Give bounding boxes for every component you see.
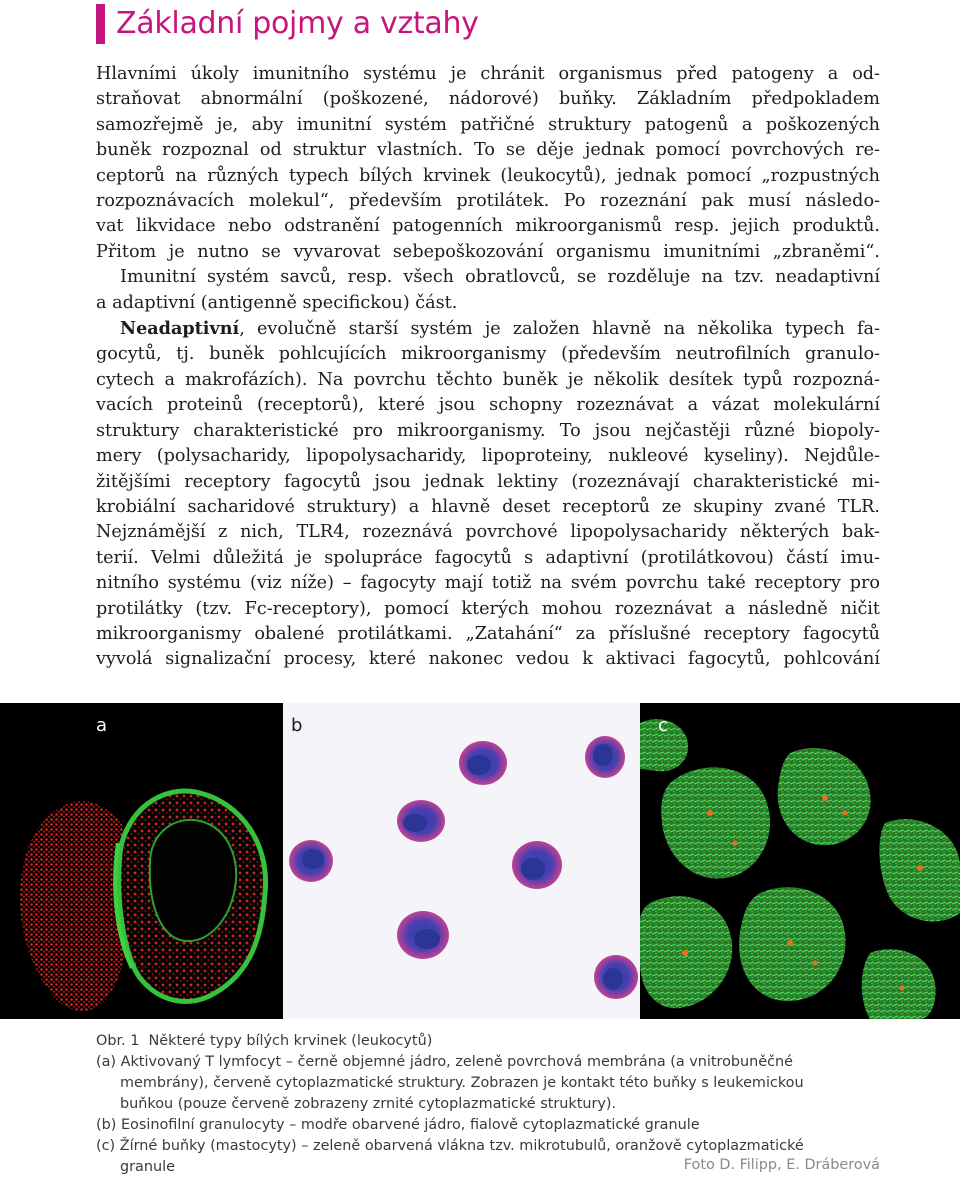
text-line: buněk rozpoznal od struktur vlastních. To se děje jednak pomocí povrchových re- [96,140,880,161]
t-lymphocyte-image [0,703,283,1019]
text-line: Přitom je nutno se vyvarovat sebepoškozování organismu imunitními „zbraněmi“. [96,241,880,262]
text-line: krobiální sacharidové struktury) a hlavně deset receptorů ze skupiny zvané TLR. [96,496,880,517]
caption-number: Obr. 1 [96,1033,140,1049]
caption-item-a-cont: membrány), červeně cytoplazmatické struktury. Zobrazen je kontakt této buňky s leukemickou [120,1075,804,1091]
bold-term: Neadaptivní [120,318,240,340]
panel-label-a: a [96,715,108,736]
caption-item-c: (c) Žírné buňky (mastocyty) – zeleně obarvená vlákna tzv. mikrotubulů, oranžově cytoplazmatické [96,1138,804,1154]
body-text [96,62,880,673]
text-run: , evolučně starší systém je založen hlavně na několika typech fa- [239,319,880,340]
text-line: gocytů, tj. buněk pohlcujících mikroorganismy (především neutrofilních granulo- [96,344,880,365]
text-line: rozpoznávacích molekul“, především protilátek. Po rozeznání pak musí následo- [96,191,880,212]
micrograph-panel-c [640,703,960,1019]
photo-credit: Foto D. Filipp, E. Dráberová [683,1157,880,1173]
text-line: Nejznámější z nich, TLR4, rozeznává povrchové lipopolysacharidy některých bak- [96,522,880,543]
text-line: ceptorů na různých typech bílých krvinek (leukocytů), jednak pomocí „rozpustných [96,165,880,186]
text-line: protilátky (tzv. Fc-receptory), pomocí kterých mohou rozeznávat a následně ničit [96,598,880,619]
caption-item-a: (a) Aktivovaný T lymfocyt – černě objemné jádro, zeleně povrchová membrána (a vnitrobuněčné [96,1054,794,1070]
text-line: terií. Velmi důležitá je spolupráce fagocytů s adaptivní (protilátkovou) částí imu- [96,547,880,568]
mast-cells-image [640,703,960,1019]
panel-label-c: c [658,715,668,736]
text-line: a adaptivní (antigenně specifickou) část. [96,292,458,313]
text-line: straňovat abnormální (poškozené, nádorové) buňky. Základním předpokladem [96,89,880,110]
caption-item-a-cont: buňkou (pouze červeně zobrazeny zrnité cytoplazmatické struktury). [120,1096,617,1112]
caption-title: Některé typy bílých krvinek (leukocytů) [148,1033,433,1049]
panel-label-b: b [291,715,303,736]
text-line: Hlavními úkoly imunitního systému je chránit organismus před patogeny a od- [96,64,880,84]
caption-title-row [96,1031,896,1052]
title-accent-bar [96,4,105,44]
text-line: nitního systému (viz níže) – fagocyty mají totiž na svém povrchu také receptory pro [96,573,880,594]
text-line: mery (polysacharidy, lipopolysacharidy, lipoproteiny, nukleové kyseliny). Nejdůle- [96,446,880,467]
figure-micrographs [0,703,960,1019]
page-title: Základní pojmy a vztahy [116,6,479,41]
text-line: vat likvidace nebo odstranění patogenních mikroorganismů resp. jejich produktů. [96,216,880,237]
caption-item-b: (b) Eosinofilní granulocyty – modře obarvené jádro, fialově cytoplazmatické granule [96,1117,700,1133]
text-line: vyvolá signalizační procesy, které nakonec vedou k aktivaci fagocytů, pohlcování [96,649,880,670]
text-line: samozřejmě je, aby imunitní systém patřičné struktury patogenů a poškozených [96,114,880,135]
text-line-mixed [96,316,880,342]
text-line: vacích proteinů (receptorů), které jsou schopny rozeznávat a vázat molekulární [96,395,880,416]
text-line: Imunitní systém savců, resp. všech obratlovců, se rozděluje na tzv. neadaptivní [120,267,880,288]
micrograph-panel-a [0,703,283,1019]
text-line: žitějšími receptory fagocytů jsou jednak lektiny (rozeznávají charakteristické mi- [96,471,880,492]
text-line: mikroorganismy obalené protilátkami. „Zatahání“ za příslušné receptory fagocytů [96,623,880,644]
micrograph-panel-b [283,703,640,1019]
text-line: cytech a makrofázích). Na povrchu těchto buněk je několik desítek typů rozpozná- [96,369,880,390]
text-line: struktury charakteristické pro mikroorganismy. To jsou nejčastěji různé biopoly- [96,420,880,441]
eosinophils-image [283,703,640,1019]
caption-item-c-cont: granule [120,1159,175,1175]
